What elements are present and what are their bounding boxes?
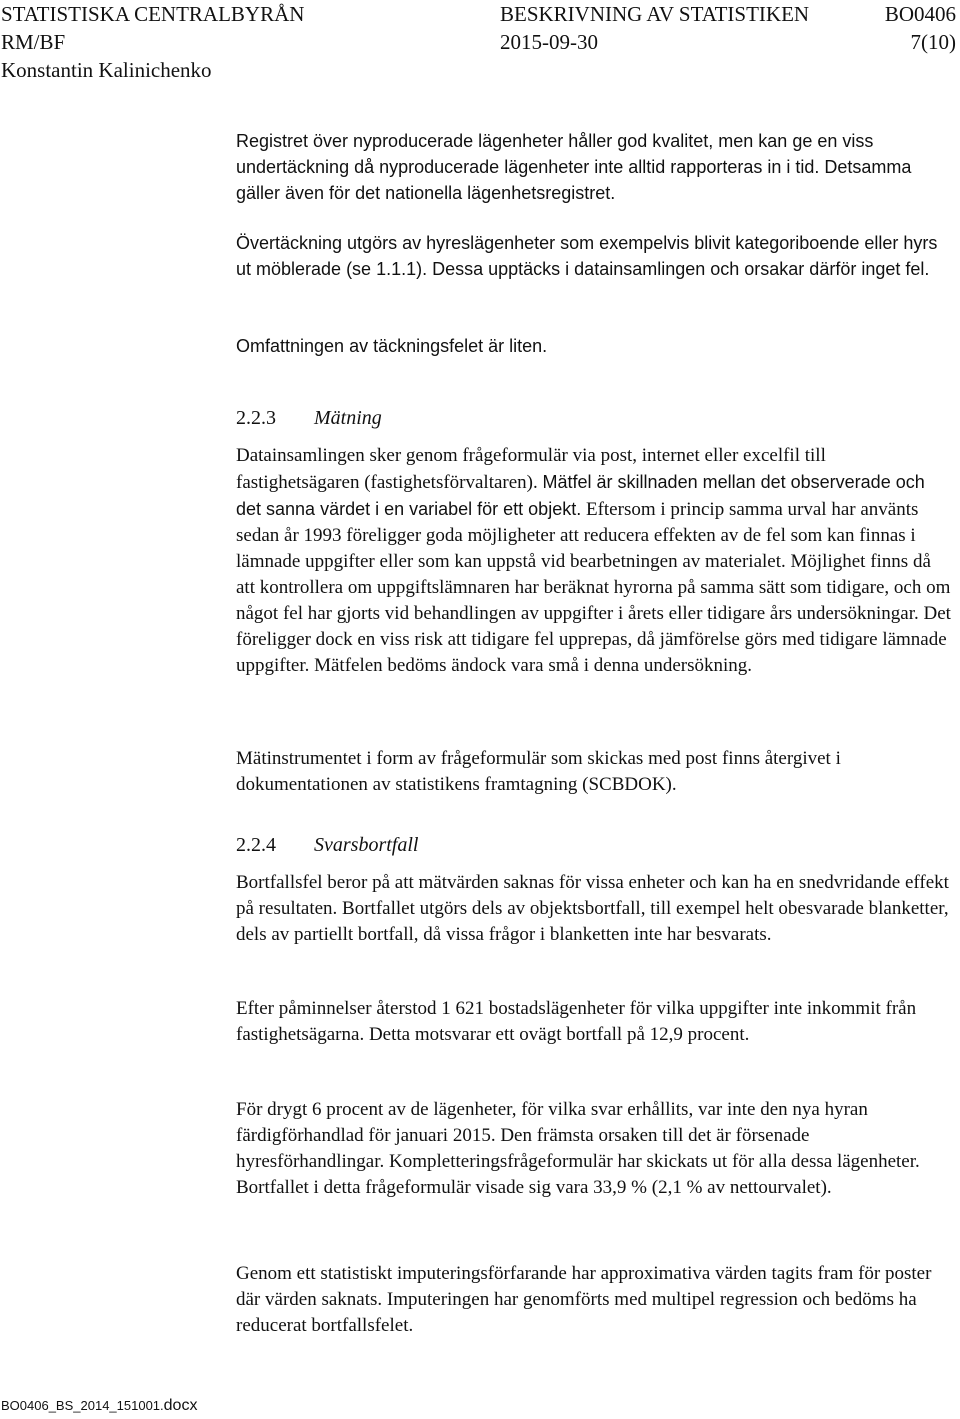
header-author: Konstantin Kalinichenko — [1, 58, 212, 82]
section-title: Mätning — [314, 407, 382, 429]
header-page-number: 7(10) — [910, 30, 956, 54]
header-date: 2015-09-30 — [500, 30, 598, 54]
paragraph-measurement — [236, 443, 952, 679]
header-row-3 — [0, 56, 960, 84]
section-heading-svarsbortfall — [236, 832, 418, 858]
measurement-collection-text: Datainsamlingen sker genom frågeformulär via post, internet eller excelfil till fastighetsägaren (fastighetsförvaltaren). — [236, 445, 826, 493]
header-dept: RM/BF — [1, 30, 66, 54]
paragraph-nonresponse-definition: Bortfallsfel beror på att mätvärden saknas för vissa enheter och kan ha en snedvridande effekt på resultaten. Bortfallet utgörs dels av objektsbortfall, till exempel helt obesvarade blanketter, dels av partiellt bortfall, då vissa frågor i blanketten inte har besvarats. — [236, 872, 949, 945]
paragraph-coverage-extent: Omfattningen av täckningsfelet är liten. — [236, 336, 548, 356]
section-title: Svarsbortfall — [314, 834, 419, 856]
paragraph-instrument: Mätinstrumentet i form av frågeformulär som skickas med post finns återgivet i dokumentationen av statistikens framtagning (SCBDOK). — [236, 748, 841, 795]
paragraph-imputation: Genom ett statistiskt imputeringsförfarande har approximativa värden tagits fram för poster där värden saknats. Imputeringen har genomförts med multipel regression och bedöms ha reducerat bortfallsfelet. — [236, 1263, 932, 1336]
footer-filename-extension: docx — [163, 1397, 198, 1414]
section-number: 2.2.3 — [236, 407, 276, 429]
header-row-2 — [0, 28, 960, 56]
paragraph-rent-negotiation: För drygt 6 procent av de lägenheter, för vilka svar erhållits, var inte den nya hyran färdigförhandlad för januari 2015. Den främsta orsaken till det är försenade hyresförhandlingar. Kompletteringsfrågeformulär har skickats ut för alla dessa lägenheter. Bortfallet i detta frågeformulär visade sig vara 33,9 % (2,1 % av nettourvalet). — [236, 1099, 920, 1198]
footer-filename — [1, 1395, 197, 1417]
header-row-1 — [0, 0, 960, 28]
section-heading-matning — [236, 405, 382, 431]
header-org: STATISTISKA CENTRALBYRÅN — [1, 2, 305, 26]
header-doc-code: BO0406 — [884, 2, 956, 26]
measurement-error-definition: Mätfel är skillnaden mellan det observerade och det sanna värdet i en variabel för ett objekt. — [236, 472, 925, 519]
paragraph-register-quality: Registret över nyproducerade lägenheter håller god kvalitet, men kan ge en viss undertäckning då nyproducerade lägenheter inte alltid rapporteras in i tid. Detsamma gäller även för det nationella lägenhetsregistret. — [236, 131, 912, 203]
section-number: 2.2.4 — [236, 834, 276, 856]
footer-filename-base: BO0406_BS_2014_151001. — [1, 1398, 164, 1413]
measurement-error-text: Eftersom i princip samma urval har använts sedan år 1993 föreligger goda möjligheter att reducera effekten av de fel som kan finnas i lämnade uppgifter eller som kan uppstå vid bearbetningen av materialet. Möjlighet finns då att kontrollera om uppgiftslämnaren har beräknat hyrorna på samma sätt som tidigare, och om något fel har gjorts vid behandlingen av uppgifter i årets eller tidigare års undersökningar. Det föreligger dock en viss risk att tidigare fel upprepas, då jämförelse görs med tidigare lämnade uppgifter. Mätfelen bedöms ändock vara små i denna undersökning. — [236, 499, 951, 676]
page-header — [0, 0, 960, 84]
paragraph-overcoverage: Övertäckning utgörs av hyreslägenheter som exempelvis blivit kategoriboende eller hyrs ut möblerade (se 1.1.1). Dessa upptäcks i datainsamlingen och orsakar därför inget fel. — [236, 233, 938, 279]
paragraph-nonresponse-rate: Efter påminnelser återstod 1 621 bostadslägenheter för vilka uppgifter inte inkommit från fastighetsägarna. Detta motsvarar ett ovägt bortfall på 12,9 procent. — [236, 998, 917, 1045]
header-doc-type: BESKRIVNING AV STATISTIKEN — [500, 2, 810, 26]
